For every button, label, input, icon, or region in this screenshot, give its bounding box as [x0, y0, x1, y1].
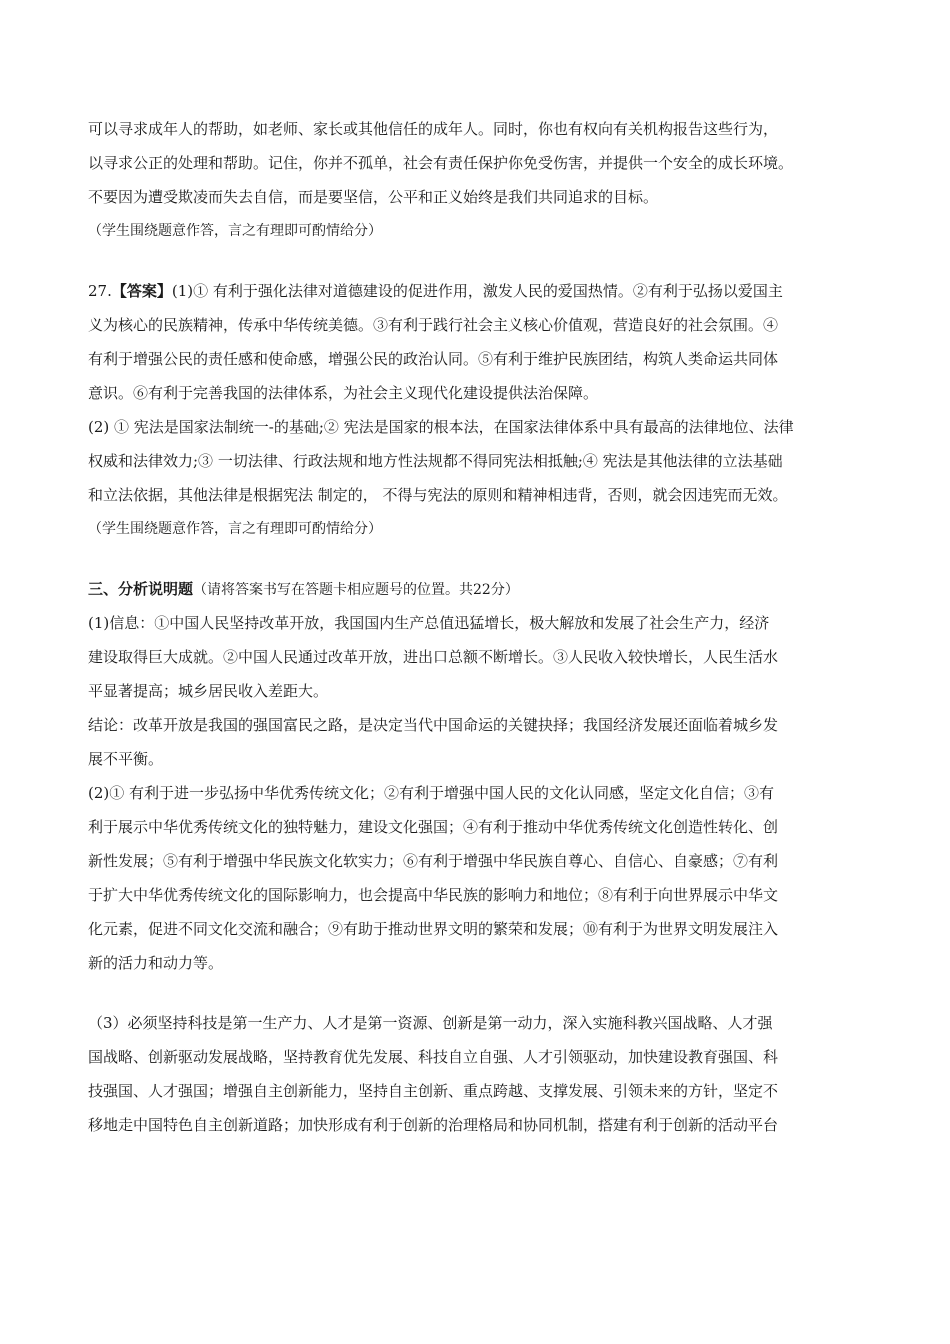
text-line: 利于展示中华优秀传统文化的独特魅力，建设文化强国；④有利于推动中华优秀传统文化创造性转化、创	[88, 818, 779, 836]
question-27	[88, 274, 878, 546]
text-line: 技强国、人才强国；增强自主创新能力，坚持自主创新、重点跨越、支撑发展、引领未来的方针，坚定不	[88, 1082, 779, 1100]
text-line: 不要因为遭受欺凌而失去自信，而是要坚信，公平和正义始终是我们共同追求的目标。	[88, 188, 659, 206]
text-line: 权威和法律效力;③ 一切法律、行政法规和地方性法规都不得同宪法相抵触;④ 宪法是其他法律的立法基础	[88, 452, 783, 470]
text-line: (1)信息：①中国人民坚持改革开放，我国国内生产总值迅猛增长，极大解放和发展了社会生产力，经济	[88, 614, 770, 632]
text-line: 新的活力和动力等。	[88, 954, 224, 972]
text-line: 移地走中国特色自主创新道路；加快形成有利于创新的治理格局和协同机制，搭建有利于创新的活动平台	[88, 1116, 779, 1134]
text-line: 义为核心的民族精神，传承中华传统美德。③有利于践行社会主义核心价值观，营造良好的社会氛围。④	[88, 316, 779, 334]
text-line: 和立法依据，其他法律是根据宪法 制定的， 不得与宪法的原则和精神相违背，否则，就会因违宪而无效。	[88, 486, 788, 504]
text-line: (1)① 有利于强化法律对道德建设的促进作用，激发人民的爱国热情。②有利于弘扬以爱国主	[171, 282, 783, 300]
text-line: 建设取得巨大成就。②中国人民通过改革开放，进出口总额不断增长。③人民收入较快增长，人民生活水	[88, 648, 779, 666]
section-heading	[88, 572, 878, 606]
text-line: （3）必须坚持科技是第一生产力、人才是第一资源、创新是第一动力，深入实施科教兴国战略、人才强	[88, 1014, 773, 1032]
grading-note: （学生围绕题意作答，言之有理即可酌情给分）	[88, 521, 382, 537]
section-title: 三、分析说明题	[88, 580, 194, 598]
intro-paragraph	[88, 112, 878, 248]
document-page	[88, 112, 878, 1142]
text-line: 新性发展；⑤有利于增强中华民族文化软实力；⑥有利于增强中华民族自尊心、自信心、自豪感；⑦有利	[88, 852, 779, 870]
answer-label: 【答案】	[111, 282, 172, 300]
text-line: 平显著提高；城乡居民收入差距大。	[88, 682, 329, 700]
text-line: 展不平衡。	[88, 750, 164, 768]
text-line: 有利于增强公民的责任感和使命感，增强公民的政治认同。⑤有利于维护民族团结，构筑人类命运共同体	[88, 350, 779, 368]
text-line: 国战略、创新驱动发展战略，坚持教育优先发展、科技自立自强、人才引领驱动，加快建设教育强国、科	[88, 1048, 779, 1066]
text-line: 结论：改革开放是我国的强国富民之路，是决定当代中国命运的关键抉择；我国经济发展还面临着城乡发	[88, 716, 779, 734]
text-line: 意识。⑥有利于完善我国的法律体系，为社会主义现代化建设提供法治保障。	[88, 384, 599, 402]
grading-note: （学生围绕题意作答，言之有理即可酌情给分）	[88, 223, 382, 239]
text-line: (2) ① 宪法是国家法制统一-的基础;② 宪法是国家的根本法，在国家法律体系中具有最高的法律地位、法律	[88, 418, 794, 436]
question-number: 27.	[88, 282, 112, 300]
section-3	[88, 572, 878, 1142]
section-subtitle: （请将答案书写在答题卡相应题号的位置。共22分）	[193, 582, 519, 598]
text-line: 化元素，促进不同文化交流和融合；⑨有助于推动世界文明的繁荣和发展；⑩有利于为世界文明发展注入	[88, 920, 779, 938]
text-line: (2)① 有利于进一步弘扬中华优秀传统文化；②有利于增强中国人民的文化认同感，坚定文化自信；③有	[88, 784, 775, 802]
text-line: 于扩大中华优秀传统文化的国际影响力，也会提高中华民族的影响力和地位；⑧有利于向世界展示中华文	[88, 886, 779, 904]
text-line: 以寻求公正的处理和帮助。记住，你并不孤单，社会有责任保护你免受伤害，并提供一个安全的成长环境。	[88, 154, 794, 172]
text-line: 可以寻求成年人的帮助，如老师、家长或其他信任的成年人。同时，你也有权向有关机构报告这些行为，	[88, 120, 779, 138]
